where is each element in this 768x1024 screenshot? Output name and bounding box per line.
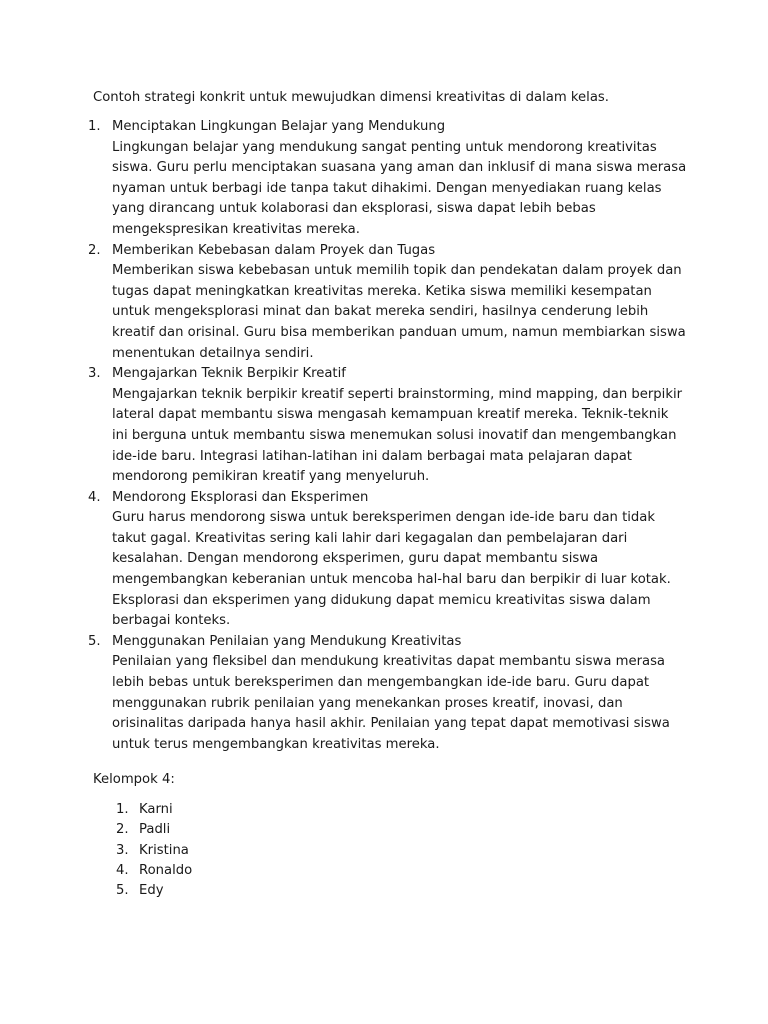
member-name: Padli [139, 822, 171, 838]
strategy-title: Menciptakan Lingkungan Belajar yang Mendukung [112, 119, 446, 134]
list-number: 3. [88, 366, 101, 382]
member-name: Edy [139, 883, 164, 899]
member-item [116, 820, 192, 840]
strategy-item [88, 632, 688, 756]
strategy-description: Mengajarkan teknik berpikir kreatif seperti brainstorming, mind mapping, dan berpikir lateral dapat membantu siswa mengasah kemampuan kreatif mereka. Teknik-teknik ini berguna untuk membantu siswa menemukan solusi inovatif dan mengembangkan ide-ide baru. Integrasi latihan-latihan ini dalam berbagai mata pelajaran dapat mendorong pemikiran kreatif yang menyeluruh. [112, 386, 683, 485]
strategy-description: Memberikan siswa kebebasan untuk memilih topik dan pendekatan dalam proyek dan tugas dapat meningkatkan kreativitas mereka. Ketika siswa memiliki kesempatan untuk mengeksplorasi minat dan bakat mereka sendiri, hasilnya cenderung lebih kreatif dan orisinal. Guru bisa memberikan panduan umum, namun membiarkan siswa menentukan detailnya sendiri. [112, 263, 686, 361]
list-number: 1. [88, 119, 101, 134]
strategy-item [88, 241, 688, 365]
member-name: Karni [139, 802, 173, 817]
list-number: 4. [116, 862, 129, 878]
intro-paragraph: Contoh strategi konkrit untuk mewujudkan dimensi kreativitas di dalam kelas. [93, 90, 609, 105]
strategy-description: Lingkungan belajar yang mendukung sangat penting untuk mendorong kreativitas siswa. Guru perlu menciptakan suasana yang aman dan inklusif di mana siswa merasa nyaman untuk berbagi ide tanpa takut dihakimi. Dengan menyediakan ruang kelas yang dirancang untuk kolaborasi dan eksplorasi, siswa dapat lebih bebas mengekspresikan kreativitas mereka. [112, 139, 687, 237]
member-item [116, 881, 192, 901]
strategy-description: Guru harus mendorong siswa untuk bereksperimen dengan ide-ide baru dan tidak takut gagal. Kreativitas sering kali lahir dari kegagalan dan pembelajaran dari kesalahan. Dengan mendorong eksperimen, guru dapat membantu siswa mengembangkan keberanian untuk mencoba hal-hal baru dan berpikir di luar kotak. Eksplorasi dan eksperimen yang didukung dapat memicu kreativitas siswa dalam berbagai konteks. [112, 510, 671, 629]
strategy-title: Memberikan Kebebasan dalam Proyek dan Tugas [112, 242, 436, 258]
member-item [116, 861, 192, 881]
strategy-item [88, 117, 688, 241]
member-name: Ronaldo [139, 862, 193, 878]
list-number: 5. [88, 633, 101, 649]
list-number: 4. [88, 489, 101, 505]
member-item [116, 841, 192, 861]
strategy-description: Penilaian yang fleksibel dan mendukung kreativitas dapat membantu siswa merasa lebih bebas untuk bereksperimen dan mengembangkan ide-ide baru. Guru dapat menggunakan rubrik penilaian yang menekankan proses kreatif, inovasi, dan orisinalitas daripada hanya hasil akhir. Penilaian yang tepat dapat memotivasi siswa untuk terus mengembangkan kreativitas mereka. [112, 654, 670, 752]
list-number: 1. [116, 802, 129, 817]
member-item [116, 800, 192, 820]
group-label: Kelompok 4: [93, 772, 175, 787]
strategy-title: Menggunakan Penilaian yang Mendukung Kreativitas [112, 633, 462, 649]
strategy-title: Mendorong Eksplorasi dan Eksperimen [112, 489, 369, 505]
list-number: 2. [88, 242, 101, 258]
list-number: 2. [116, 822, 129, 838]
member-name: Kristina [139, 842, 189, 858]
strategy-list [88, 117, 688, 755]
strategy-title: Mengajarkan Teknik Berpikir Kreatif [112, 366, 346, 382]
strategy-item [88, 364, 688, 488]
list-number: 5. [116, 883, 129, 899]
strategy-item [88, 488, 688, 632]
member-list [116, 800, 192, 901]
list-number: 3. [116, 842, 129, 858]
